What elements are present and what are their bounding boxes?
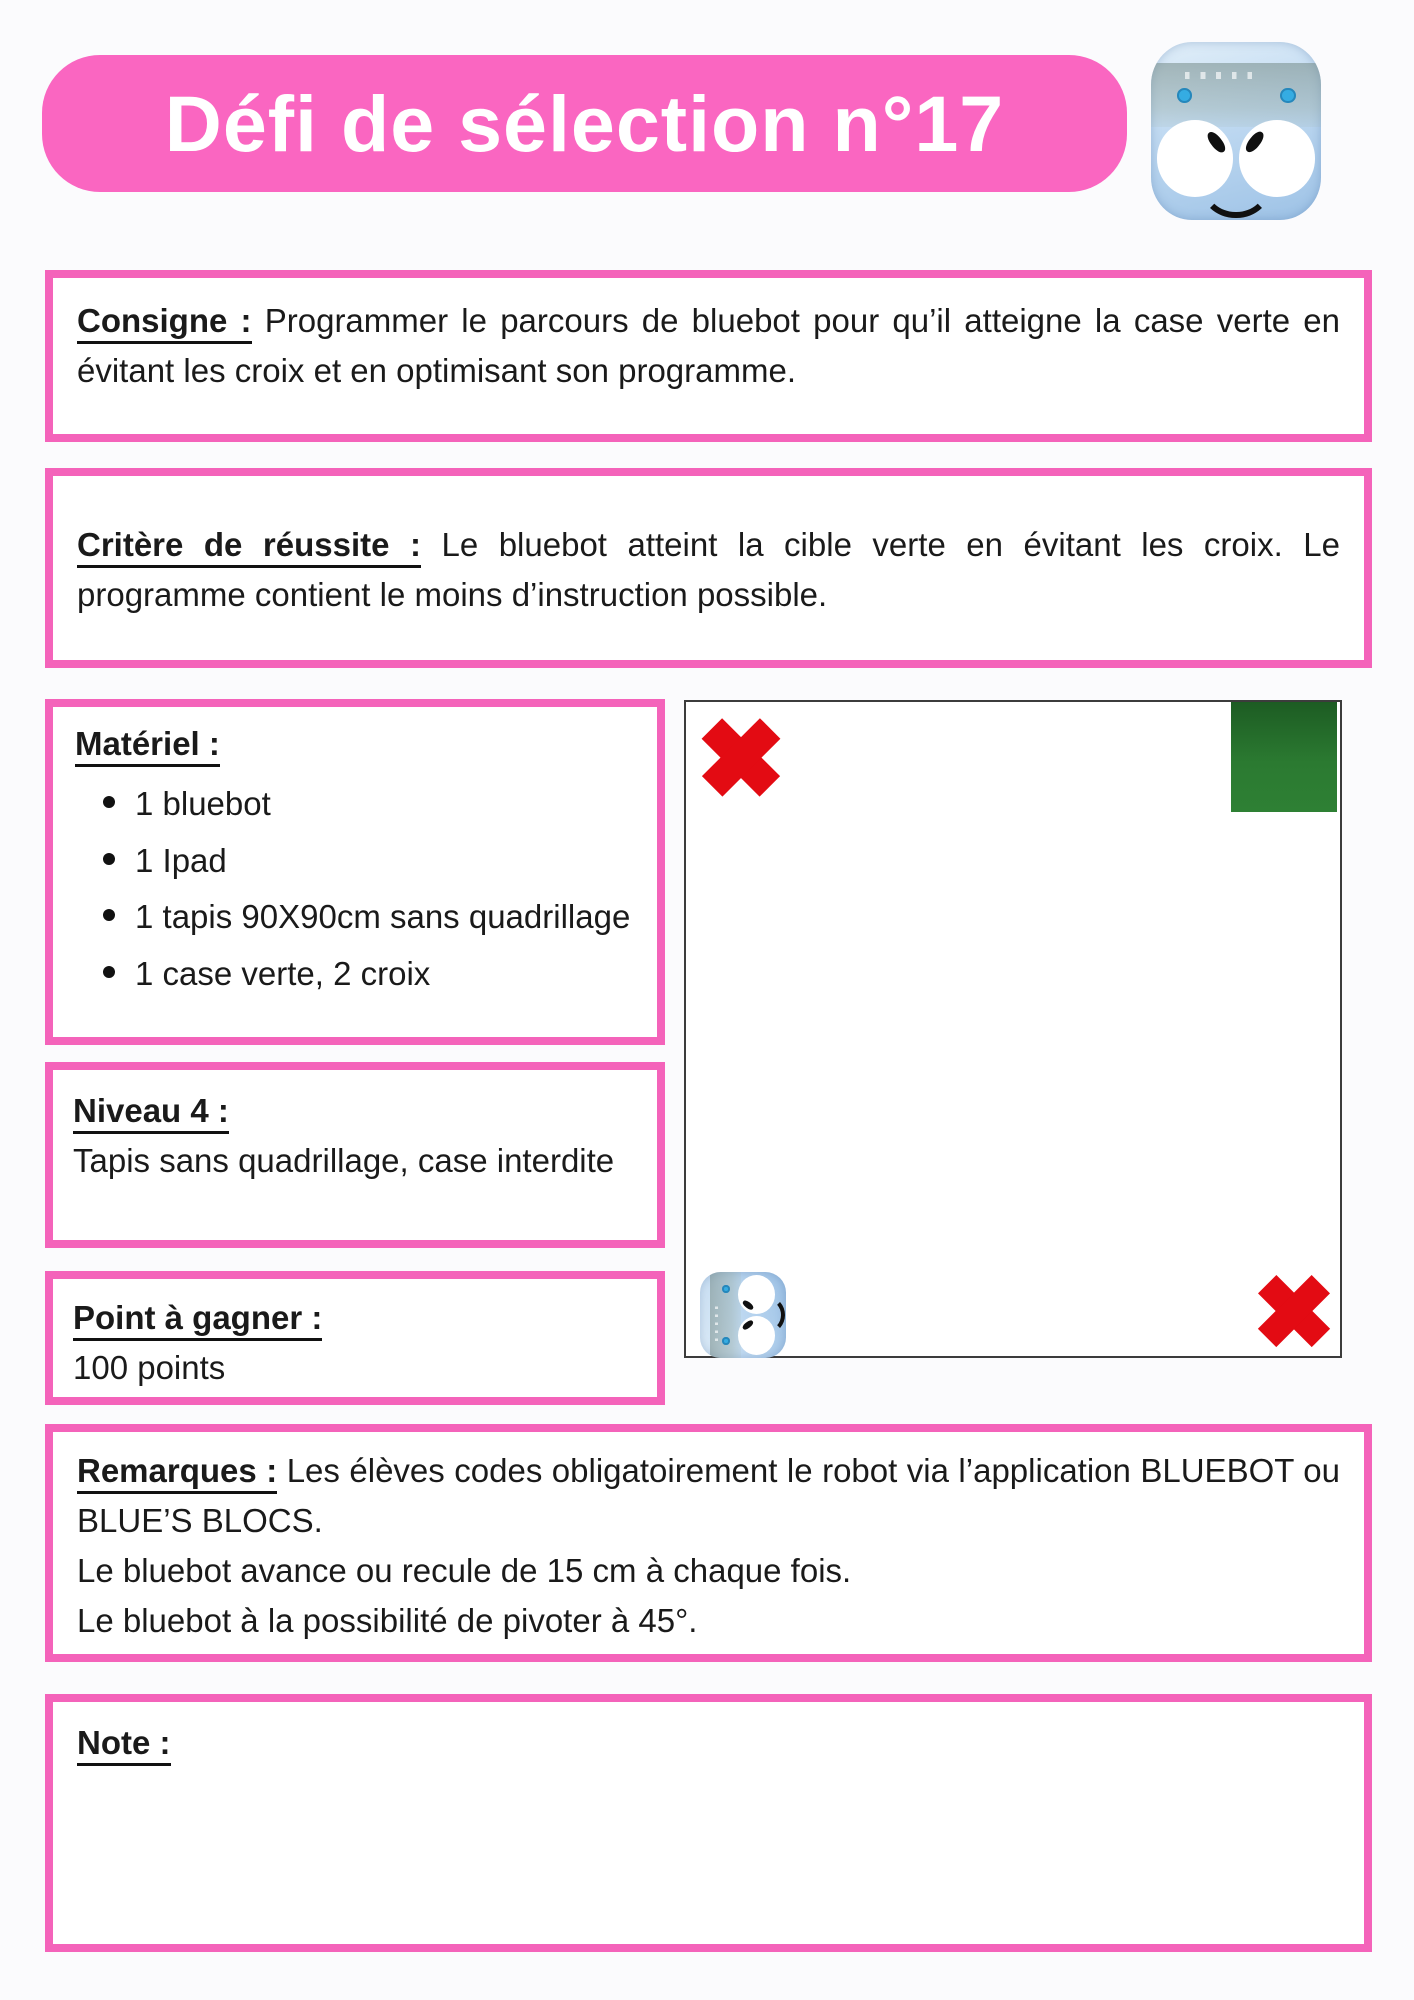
bluebot-sensor-dot (722, 1285, 729, 1293)
remarques-label: Remarques : (77, 1452, 277, 1494)
list-item: 1 case verte, 2 croix (135, 949, 645, 999)
bluebot-pupil (1205, 129, 1229, 155)
cross-icon (1256, 1273, 1332, 1350)
page-title: Défi de sélection n°17 (164, 78, 1005, 168)
points-label: Point à gagner : (73, 1299, 322, 1341)
points-heading (73, 1293, 637, 1343)
list-item: 1 bluebot (135, 779, 645, 829)
points-text: 100 points (73, 1349, 226, 1387)
niveau-box (45, 1062, 665, 1248)
remarques-text-3: Le bluebot à la possibilité de pivoter à 45°. (77, 1602, 698, 1640)
critere-text (77, 520, 1340, 620)
bluebot-smile (1200, 151, 1271, 219)
consigne-text (77, 296, 1340, 396)
remarques-text-2: Le bluebot avance ou recule de 15 cm à chaque fois. (77, 1552, 852, 1590)
bluebot-visor-dashes (715, 1301, 718, 1341)
materiel-label: Matériel : (75, 725, 220, 767)
bluebot-visor-dashes (1185, 72, 1263, 79)
bluebot-pupil (1243, 129, 1267, 155)
note-heading (77, 1718, 1340, 1768)
note-label: Note : (77, 1724, 171, 1766)
green-target (1231, 702, 1337, 812)
bluebot-icon (1151, 42, 1321, 220)
materiel-list (75, 779, 645, 998)
consigne-body: Programmer le parcours de bluebot pour qu’il atteigne la case verte en évitant les croix et en optimisant son programme. (77, 302, 1340, 390)
remarques-box (45, 1424, 1372, 1662)
niveau-text: Tapis sans quadrillage, case interdite (73, 1142, 615, 1180)
note-box (45, 1694, 1372, 1952)
materiel-box (45, 699, 665, 1045)
remarques-text-1 (77, 1446, 1340, 1546)
bluebot-sensor-dot (1177, 88, 1192, 103)
critere-box (45, 468, 1372, 668)
consigne-label: Consigne : (77, 302, 252, 344)
critere-label: Critère de réussite : (77, 526, 421, 568)
niveau-heading (73, 1086, 637, 1136)
points-box (45, 1271, 665, 1405)
consigne-box (45, 270, 1372, 442)
critere-body: Le bluebot atteint la cible verte en évitant les croix. Le programme contient le moins d’instruction possible. (77, 526, 1340, 614)
list-item: 1 Ipad (135, 836, 645, 886)
bluebot-icon (700, 1272, 786, 1358)
cross-icon (700, 715, 782, 799)
playmat (684, 700, 1342, 1358)
bluebot-sensor-dot (1280, 88, 1295, 103)
materiel-heading (75, 719, 645, 769)
bluebot-smile (752, 1297, 785, 1333)
remarques-body-1: Les élèves codes obligatoirement le robot via l’application BLUEBOT ou BLUE’S BLOCS. (77, 1452, 1340, 1540)
niveau-label: Niveau 4 : (73, 1092, 229, 1134)
bluebot-sensor-dot (722, 1337, 729, 1345)
list-item: 1 tapis 90X90cm sans quadrillage (135, 892, 645, 942)
title-banner (42, 55, 1127, 192)
